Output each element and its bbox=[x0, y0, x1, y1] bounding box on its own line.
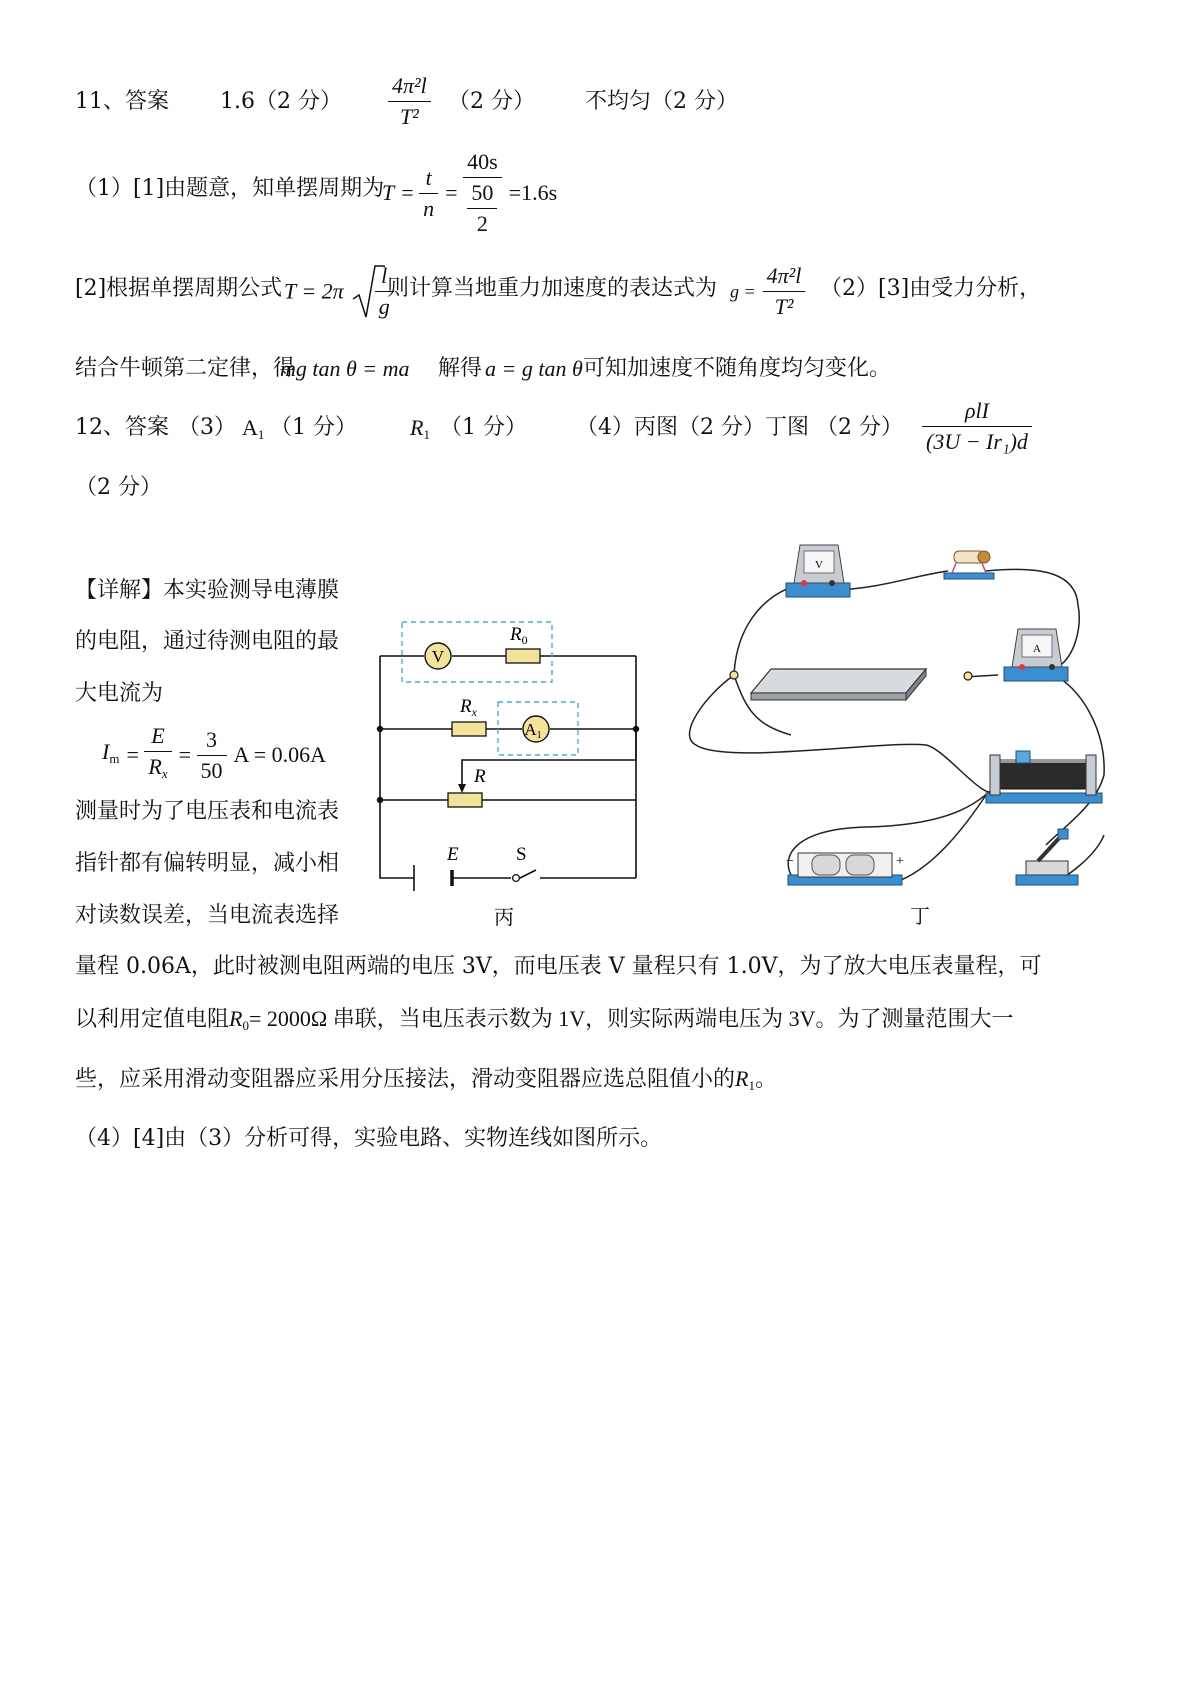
fixed-resistor-R0-device bbox=[944, 551, 994, 579]
detail-line-6: 对读数误差，当电流表选择 bbox=[75, 903, 340, 928]
frac-t: t bbox=[425, 164, 432, 190]
q12-score3: （2 分） bbox=[75, 475, 162, 500]
circuit-diagram bbox=[370, 612, 650, 930]
q11-p2-text-b: 则计算当地重力加速度的表达式为 bbox=[387, 276, 718, 301]
label-S: S bbox=[516, 844, 527, 865]
frac-3: 3 bbox=[206, 726, 218, 752]
label-E: E bbox=[447, 844, 459, 865]
q11-p3-text-a: 结合牛顿第二定律，得 bbox=[75, 356, 296, 381]
q11-answer-2-score: （2 分） bbox=[448, 89, 535, 114]
frac-50-over-2 bbox=[463, 179, 502, 238]
q12-part3: （3） bbox=[178, 415, 236, 440]
q12-R1: $R_1$ bbox=[410, 415, 430, 442]
q12-heading: 12、答案 bbox=[75, 415, 169, 440]
q11-p3-text-c: 可知加速度不随角度均匀变化。 bbox=[583, 356, 892, 381]
label-R0: $R_0$ bbox=[510, 624, 528, 647]
q12-A1: $A_1$ bbox=[242, 415, 265, 442]
frac-3U-minus-Ir1-d: (3U − Ir₁)d bbox=[926, 429, 1028, 454]
detail-line-5: 指针都有偏转明显，减小相 bbox=[75, 851, 340, 876]
q12-resistivity-formula bbox=[922, 397, 1032, 456]
max-current-result: A = 0.06A bbox=[233, 742, 326, 767]
detail-line-1: 【详解】本实验测导电薄膜 bbox=[75, 578, 340, 603]
voltmeter-device-label: V bbox=[815, 559, 823, 571]
p1-result: =1.6s bbox=[508, 180, 558, 205]
detail-line-9: 些，应采用滑动变阻器应采用分压接法，滑动变阻器应选总阻值小的$R_1$。 bbox=[75, 1066, 777, 1093]
frac-g: g bbox=[378, 294, 390, 319]
frac-50: 50 bbox=[200, 757, 223, 783]
battery-device bbox=[786, 853, 904, 885]
ammeter-device bbox=[1004, 629, 1068, 681]
resistor-R0 bbox=[506, 649, 540, 663]
q11-p2-period-formula bbox=[284, 262, 394, 321]
q11-p3-text-b: 解得 bbox=[438, 356, 483, 381]
q12-score2: （1 分） bbox=[440, 415, 527, 440]
frac-2: 2 bbox=[476, 211, 488, 236]
detail-line-10: （4）[4]由（3）分析可得，实验电路、实物连线如图所示。 bbox=[75, 1126, 663, 1151]
frac-denominator: T² bbox=[399, 104, 419, 129]
q11-p1-label: （1）[1]由题意，知单摆周期为 bbox=[75, 176, 385, 201]
q11-p2-text-a: [2]根据单摆周期公式 bbox=[75, 276, 283, 301]
frac-denominator: T² bbox=[774, 294, 794, 319]
switch-symbol bbox=[513, 875, 520, 882]
voltmeter-device bbox=[786, 545, 850, 597]
q11-p1-formula: T = $\frac{t}{n}$ = $\frac{40s}{\frac{50}{2}}$ =1.6s bbox=[382, 149, 558, 236]
detail-line-8: 以利用定值电阻$R_0= 2000\Omega$ 串联，当电压表示数为 1V，则实际两端电压为 3V。为了测量范围大一 bbox=[75, 1006, 1014, 1033]
q11-p2-g-formula bbox=[730, 262, 805, 321]
g-eq: g = bbox=[730, 281, 756, 302]
caption-ding: 丁 bbox=[910, 906, 930, 928]
q11-p2-text-c: （2）[3]由受力分析， bbox=[820, 276, 1042, 301]
frac-l: l bbox=[381, 263, 388, 288]
q11-p3-eq2: a = g tan θ bbox=[485, 356, 583, 381]
frac-Rx: $R_x$ bbox=[148, 754, 168, 781]
frac-40s: 40s bbox=[467, 149, 498, 174]
label-Rx: $R_x$ bbox=[460, 696, 477, 719]
q12-score1: （1 分） bbox=[270, 415, 357, 440]
frac-50: 50 bbox=[471, 180, 494, 205]
ammeter-device-label: A bbox=[1033, 643, 1041, 655]
q11-p3-eq1: mg tan θ = ma bbox=[280, 356, 410, 381]
detail-line-4: 测量时为了电压表和电流表 bbox=[75, 799, 340, 824]
detail-line-7: 量程 0.06A，此时被测电阻两端的电压 3V，而电压表 V 量程只有 1.0V，为了放大电压表量程，可 bbox=[75, 954, 1042, 979]
q11-answer-1: 1.6（2 分） bbox=[220, 89, 342, 114]
voltmeter-label: V bbox=[431, 647, 445, 666]
detail-max-current-formula: $I_m$ = $\frac{E}{R_x}$ = $\frac{3}{50}$ A = 0.06A bbox=[102, 722, 326, 788]
frac-E: E bbox=[151, 723, 165, 748]
frac-rho-l-I: ρlI bbox=[964, 398, 989, 423]
battery-minus: − bbox=[786, 854, 794, 869]
label-R: R bbox=[474, 766, 486, 787]
caption-bing: 丙 bbox=[494, 907, 514, 929]
battery-symbol bbox=[414, 862, 452, 894]
frac-numerator: 4π²l bbox=[392, 73, 427, 98]
sliding-rheostat-device bbox=[986, 751, 1102, 803]
q12-part4: （4）丙图（2 分）丁图 （2 分） bbox=[576, 415, 903, 440]
frac-n: n bbox=[423, 195, 435, 221]
battery-plus: + bbox=[896, 854, 904, 869]
switch-device bbox=[1016, 829, 1078, 885]
rheostat-R bbox=[448, 793, 482, 807]
q11-answer-3: 不均匀（2 分） bbox=[585, 89, 738, 114]
ammeter-label: A1 bbox=[524, 720, 542, 741]
period-formula-left: T = 2π bbox=[284, 278, 344, 304]
detail-line-2: 的电阻，通过待测电阻的最 bbox=[75, 629, 340, 654]
q11-answer-2-formula bbox=[388, 72, 431, 131]
q11-heading: 11、答案 bbox=[75, 89, 169, 114]
detail-line-3: 大电流为 bbox=[75, 681, 164, 706]
thin-film-resistor bbox=[751, 669, 926, 700]
resistor-Rx bbox=[452, 722, 486, 736]
frac-numerator: 4π²l bbox=[766, 263, 802, 288]
symbol-T: T bbox=[382, 180, 395, 205]
physical-wiring-diagram bbox=[686, 535, 1126, 935]
